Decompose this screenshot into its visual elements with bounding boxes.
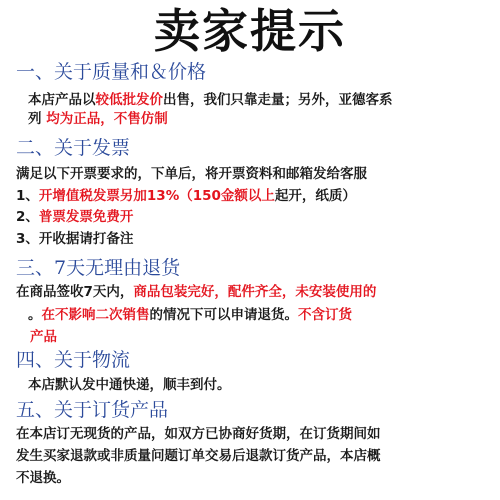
section-line [16,229,133,249]
text-segment: 的情况下可以申请退货。 [149,307,298,323]
text-segment-highlight: 产品 [30,329,57,345]
section-line [16,164,367,184]
text-segment: 发生买家退款或非质量问题订单交易后退款订货产品，本店概 [16,448,381,464]
text-segment: 出售，我们只靠走量；另外，亚德客系 [163,92,393,108]
section-line [16,207,133,227]
section-heading-returns: 三、7天无理由退货 [16,257,181,279]
text-segment: 不退换。 [16,470,70,486]
text-segment-highlight: 商品包装完好，配件齐全，未安装使用的 [133,284,377,300]
text-segment: 2、 [16,209,39,225]
section-line [28,375,231,395]
text-segment: 在本店订无现货的产品，如双方已协商好货期，在订货期间如 [16,426,381,442]
section-line [28,90,393,110]
section-line [16,424,381,444]
text-segment-highlight: 较低批发价 [95,92,163,108]
text-segment-highlight: 普票发票免费开 [38,209,134,225]
text-segment-highlight: 均为正品，不售仿制 [46,111,168,127]
section-line [28,109,168,129]
text-segment-highlight: 开增值税发票另加13%（150金额以上 [38,188,275,204]
text-segment-highlight: 在不影响二次销售 [41,307,150,323]
section-line [16,282,376,302]
section-heading-quality-price: 一、关于质量和＆价格 [16,61,207,83]
text-segment: 列 [28,111,47,127]
section-line [16,186,356,206]
section-line [30,327,57,347]
section-heading-invoice: 二、关于发票 [16,137,131,159]
section-heading-logistics: 四、关于物流 [16,349,131,371]
page-title: 卖家提示 [154,4,346,58]
section-heading-ordered-products: 五、关于订货产品 [16,399,169,421]
section-line [16,468,70,488]
text-segment: 。 [28,307,42,323]
section-line [28,305,352,325]
text-segment: 本店产品以 [28,92,96,108]
text-segment-highlight: 不含订货 [298,307,352,323]
text-segment: 3、开收据请打备注 [16,231,134,247]
text-segment: 起开，纸质） [274,188,356,204]
section-line [16,446,381,466]
text-segment: 本店默认发中通快递，顺丰到付。 [28,377,231,393]
text-segment: 在商品签收7天内， [16,284,134,300]
text-segment: 满足以下开票要求的，下单后，将开票资料和邮箱发给客服 [16,166,367,182]
text-segment: 1、 [16,188,39,204]
